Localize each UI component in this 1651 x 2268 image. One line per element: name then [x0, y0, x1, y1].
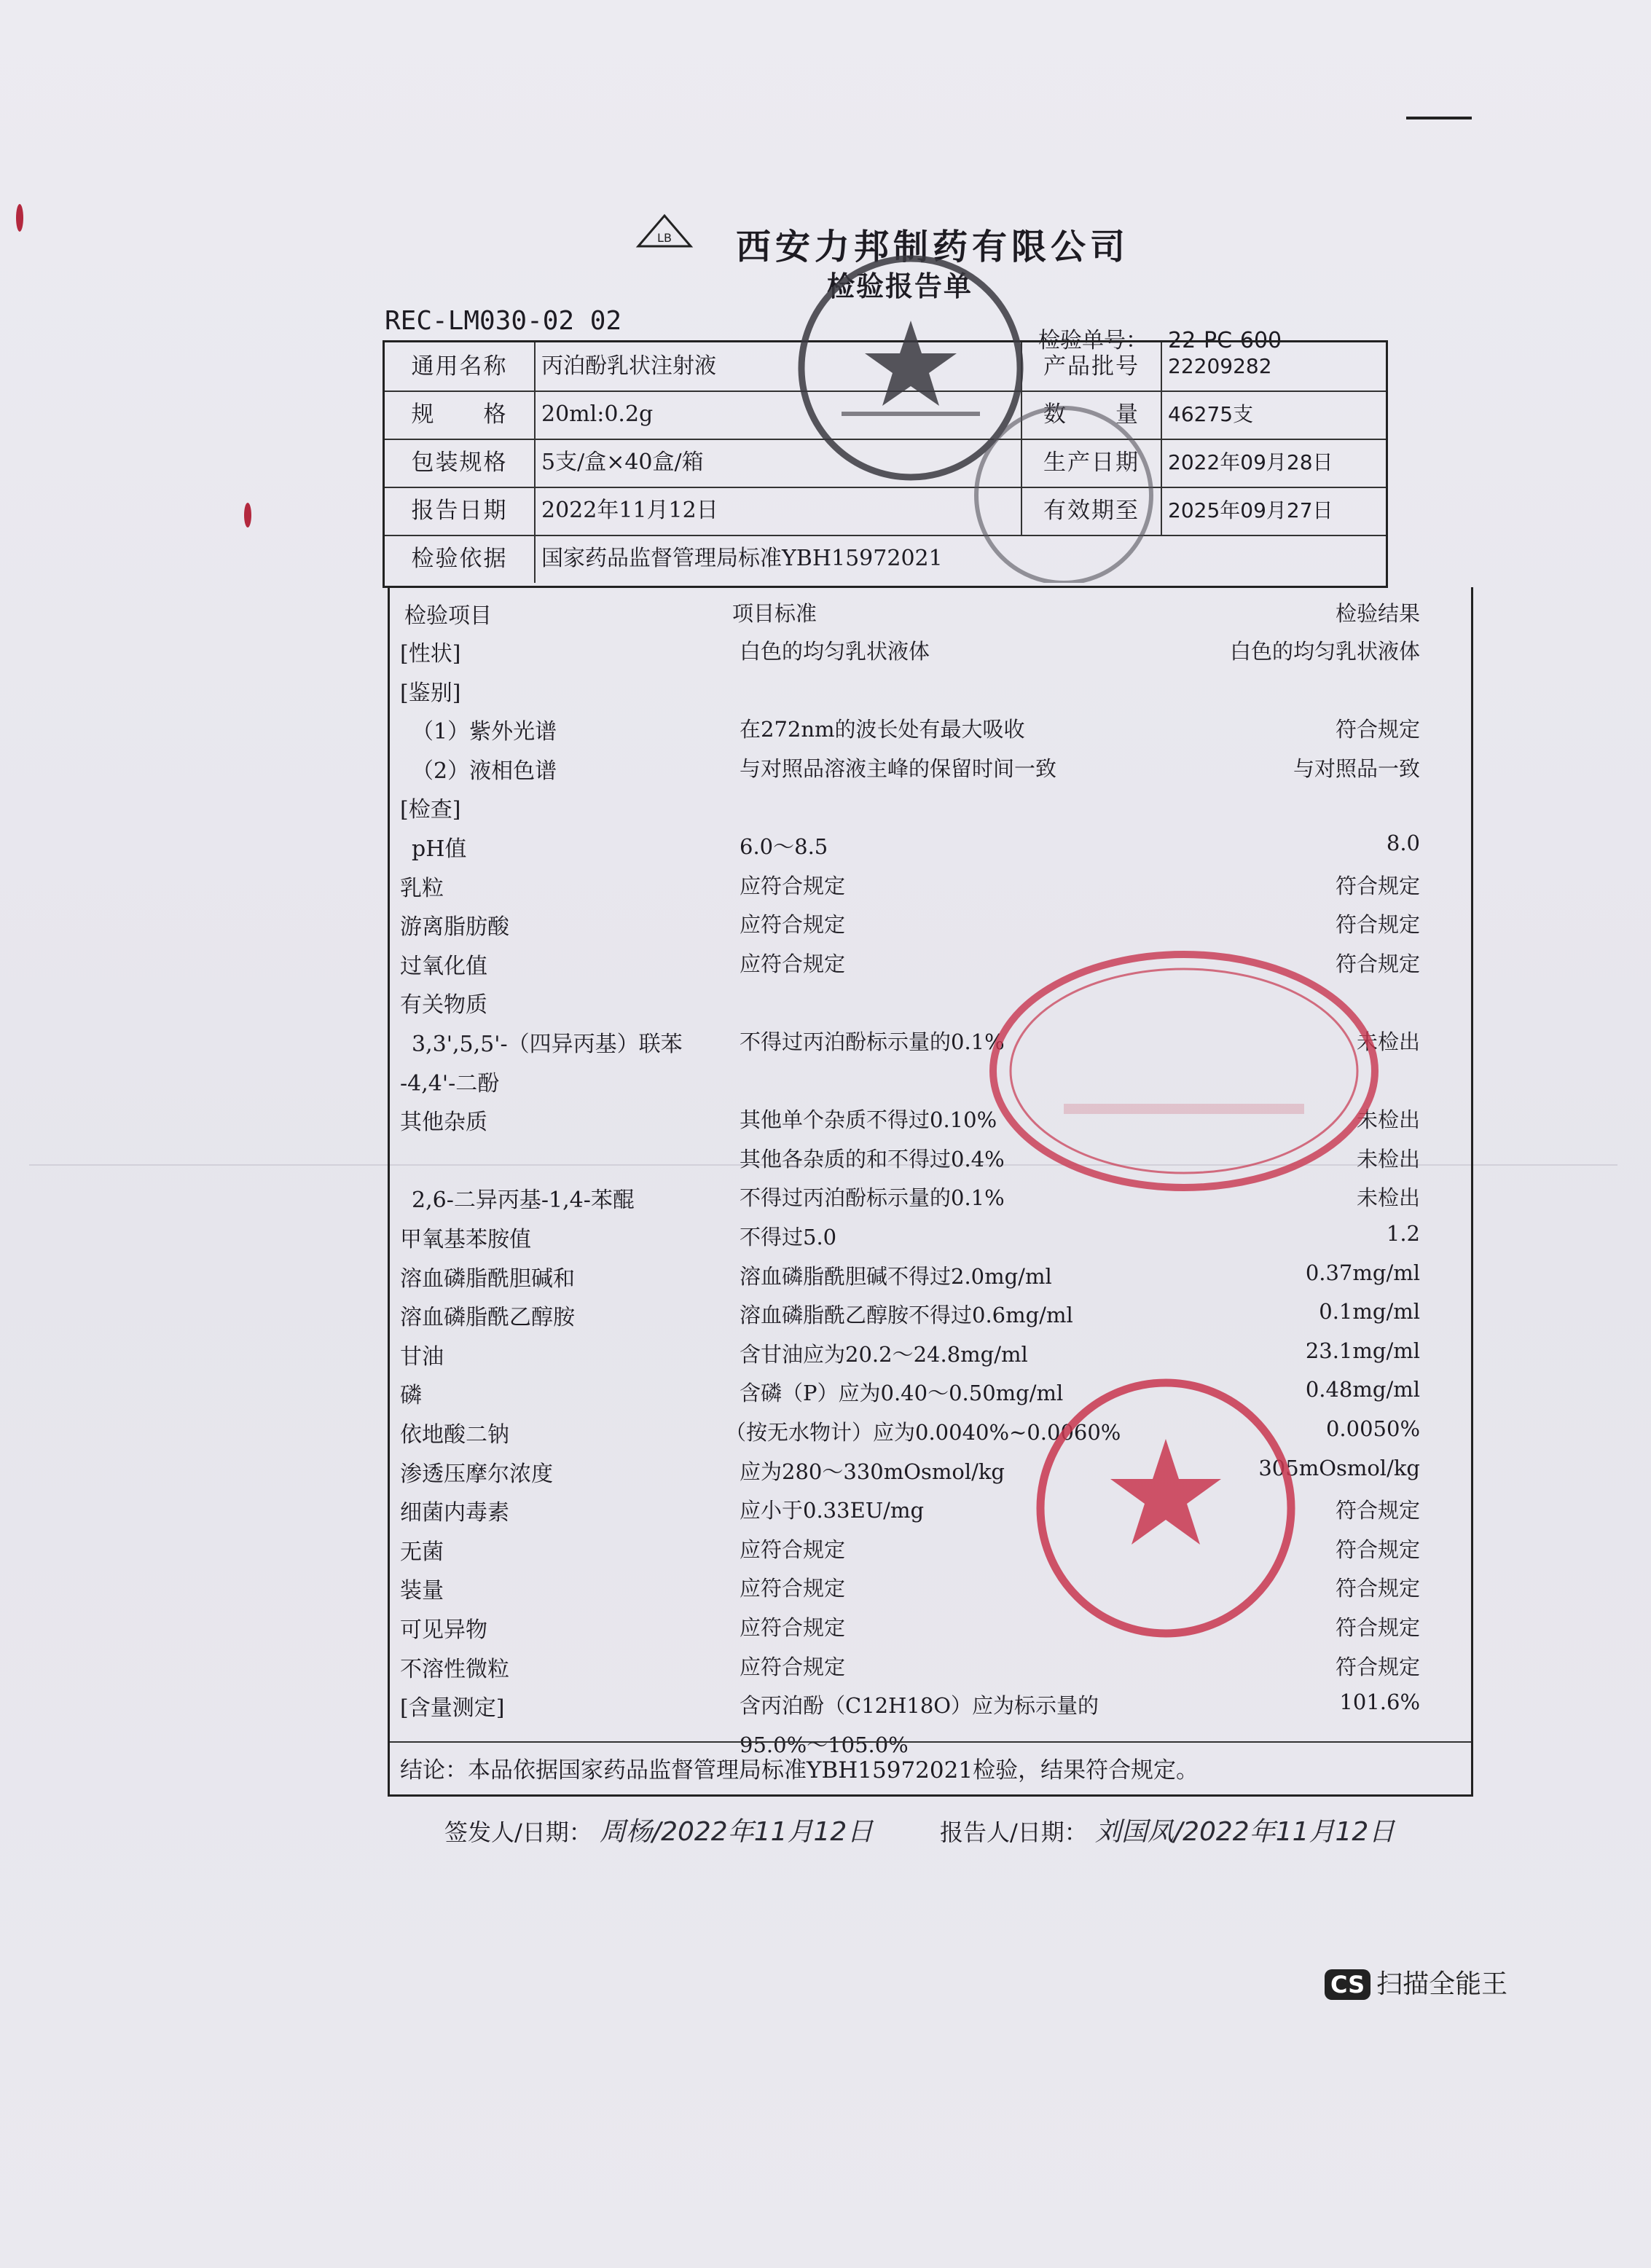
test-standard: 不得过丙泊酚标示量的0.1% — [740, 1029, 1005, 1054]
scanner-watermark — [1325, 1963, 1507, 2001]
signer — [444, 1811, 873, 1848]
secondary-gray-stamp — [954, 393, 1173, 583]
test-item: 有关物质 — [400, 992, 487, 1018]
test-item: 无菌 — [400, 1539, 444, 1565]
field-label: 通用名称 — [385, 342, 536, 391]
hainan-quality-stamp — [980, 940, 1388, 1202]
field-value: 5支/盒×40盒/箱 — [541, 450, 704, 475]
test-standard: （按无水物计）应为0.0040%~0.0060% — [725, 1420, 1121, 1445]
test-standard: 应符合规定 — [740, 1537, 846, 1562]
test-result: 符合规定 — [1335, 1655, 1420, 1679]
field-label: 规 格 — [385, 391, 536, 439]
test-standard: 不得过5.0 — [740, 1225, 837, 1249]
right-field-value: 22209282 — [1168, 354, 1272, 378]
field-label: 检验依据 — [385, 535, 536, 583]
test-standard: 应为280～330mOsmol/kg — [740, 1459, 1005, 1484]
test-standard: 其他单个杂质不得过0.10% — [740, 1107, 997, 1132]
test-result: 符合规定 — [1335, 951, 1420, 976]
test-standard: 应符合规定 — [740, 912, 846, 937]
scanner-badge: CS — [1325, 1969, 1370, 2000]
test-result: 符合规定 — [1335, 1498, 1420, 1523]
test-standard: 溶血磷脂酰胆碱不得过2.0mg/ml — [740, 1264, 1052, 1289]
company-name: 西安力邦制药有限公司 — [736, 227, 1130, 267]
test-item: 溶血磷脂酰胆碱和 — [400, 1266, 575, 1292]
signer-handwriting: 周杨/2022年11月12日 — [599, 1817, 874, 1847]
field-label: 报告日期 — [385, 487, 536, 535]
column-header-result: 检验结果 — [1335, 601, 1420, 626]
right-field-label: 数 量 — [1021, 391, 1162, 439]
test-standard: 不得过丙泊酚标示量的0.1% — [740, 1185, 1005, 1210]
test-result: 23.1mg/ml — [1305, 1338, 1420, 1363]
field-label: 包装规格 — [385, 439, 536, 487]
test-item: （1）紫外光谱 — [412, 719, 557, 745]
test-item: 过氧化值 — [400, 954, 487, 979]
test-standard: 白色的均匀乳状液体 — [740, 639, 930, 664]
test-item: 依地酸二钠 — [400, 1422, 509, 1448]
column-header-standard: 项目标准 — [732, 601, 817, 626]
report-title: 检验报告单 — [827, 270, 973, 302]
conclusion-text: 结论：本品依据国家药品监督管理局标准YBH15972021检验，结果符合规定。 — [400, 1757, 1199, 1784]
test-result: 未检出 — [1356, 1185, 1420, 1210]
reporter — [940, 1811, 1395, 1848]
test-item: -4,4'-二酚 — [400, 1071, 500, 1096]
signer-label: 签发人/日期： — [444, 1818, 592, 1846]
test-result: 1.2 — [1386, 1221, 1420, 1246]
test-result: 与对照品一致 — [1293, 756, 1420, 781]
test-result: 符合规定 — [1335, 1537, 1420, 1562]
test-result: 305mOsmol/kg — [1258, 1456, 1420, 1480]
test-result: 符合规定 — [1335, 1576, 1420, 1601]
test-item: 不溶性微粒 — [400, 1657, 509, 1682]
test-item: 3,3',5,5'-（四异丙基）联苯 — [412, 1032, 683, 1057]
field-value: 丙泊酚乳状注射液 — [541, 353, 716, 379]
test-result: 0.0050% — [1325, 1416, 1420, 1441]
test-standard: 6.0～8.5 — [740, 834, 828, 859]
jiangsu-quality-stamp — [1027, 1370, 1304, 1647]
test-result: 0.48mg/ml — [1305, 1377, 1420, 1402]
test-standard: 在272nm的波长处有最大吸收 — [740, 717, 1025, 742]
test-result: 未检出 — [1356, 1147, 1420, 1172]
test-item: 渗透压摩尔浓度 — [400, 1461, 553, 1487]
test-result: 未检出 — [1356, 1107, 1420, 1132]
right-field-value: 46275支 — [1168, 402, 1254, 426]
test-item: 游离脂肪酸 — [400, 914, 509, 940]
test-item: 乳粒 — [400, 876, 444, 901]
test-standard: 应符合规定 — [740, 1576, 846, 1601]
test-item: 其他杂质 — [400, 1110, 487, 1135]
test-item: [鉴别] — [400, 680, 461, 706]
test-standard: 95.0%～105.0% — [740, 1733, 909, 1757]
reporter-handwriting: 刘国凤/2022年11月12日 — [1094, 1817, 1395, 1847]
test-item: 细菌内毒素 — [400, 1500, 509, 1526]
test-item: [检查] — [400, 797, 461, 823]
test-standard: 应符合规定 — [740, 951, 846, 976]
test-result: 符合规定 — [1335, 912, 1420, 937]
test-result: 符合规定 — [1335, 874, 1420, 898]
test-item: 磷 — [400, 1383, 422, 1408]
test-standard: 应符合规定 — [740, 1655, 846, 1679]
test-result: 8.0 — [1386, 831, 1420, 855]
test-item: pH值 — [412, 836, 467, 862]
test-item: [含量测定] — [400, 1695, 505, 1721]
conclusion-divider — [390, 1741, 1471, 1743]
info-row — [385, 487, 1386, 536]
test-item: 2,6-二异丙基-1,4-苯醌 — [412, 1188, 635, 1213]
right-field-label: 有效期至 — [1021, 487, 1162, 535]
test-item: [性状] — [400, 641, 461, 667]
company-logo — [635, 213, 694, 249]
field-value: 国家药品监督管理局标准YBH15972021 — [541, 546, 943, 571]
test-standard: 含磷（P）应为0.40～0.50mg/ml — [740, 1381, 1064, 1405]
column-header-item: 检验项目 — [404, 603, 492, 629]
test-standard: 应符合规定 — [740, 1615, 846, 1640]
report-number-value: 22-PC-600 — [1168, 328, 1282, 353]
reporter-label: 报告人/日期： — [940, 1818, 1088, 1846]
test-result: 白色的均匀乳状液体 — [1229, 639, 1420, 664]
test-result: 101.6% — [1339, 1690, 1420, 1714]
test-result: 0.37mg/ml — [1305, 1260, 1420, 1285]
scanner-text: 扫描全能王 — [1376, 1969, 1508, 1999]
test-result: 0.1mg/ml — [1319, 1299, 1420, 1324]
corner-mark — [1406, 117, 1472, 119]
info-row — [385, 535, 1386, 583]
right-field-label: 生产日期 — [1021, 439, 1162, 487]
test-standard: 应符合规定 — [740, 874, 846, 898]
test-standard: 与对照品溶液主峰的保留时间一致 — [740, 756, 1057, 781]
test-item: 甘油 — [400, 1344, 444, 1370]
test-item: 装量 — [400, 1578, 444, 1604]
test-result: 符合规定 — [1335, 717, 1420, 742]
test-item: 甲氧基苯胺值 — [400, 1227, 531, 1252]
test-item: 溶血磷脂酰乙醇胺 — [400, 1305, 575, 1330]
right-field-label: 产品批号 — [1021, 342, 1162, 391]
test-standard: 溶血磷脂酰乙醇胺不得过0.6mg/ml — [740, 1303, 1073, 1327]
test-standard: 含丙泊酚（C12H18O）应为标示量的 — [740, 1693, 1099, 1718]
field-value: 20ml:0.2g — [541, 401, 654, 427]
test-standard: 其他各杂质的和不得过0.4% — [740, 1147, 1005, 1172]
test-result: 符合规定 — [1335, 1615, 1420, 1640]
test-item: （2）液相色谱 — [412, 758, 557, 784]
field-value: 2022年11月12日 — [541, 498, 718, 523]
test-standard: 含甘油应为20.2～24.8mg/ml — [740, 1342, 1028, 1367]
report-number-label: 检验单号： — [1038, 328, 1148, 353]
test-item: 可见异物 — [400, 1617, 487, 1643]
test-result: 未检出 — [1356, 1029, 1420, 1054]
right-field-value: 2022年09月28日 — [1168, 450, 1333, 474]
svg-text:LB: LB — [657, 231, 672, 245]
document-code: REC-LM030-02 02 — [385, 306, 622, 336]
test-standard: 应小于0.33EU/mg — [740, 1498, 925, 1523]
right-field-value: 2025年09月27日 — [1168, 498, 1333, 522]
paper-mark — [244, 503, 251, 527]
paper-mark — [16, 204, 23, 232]
